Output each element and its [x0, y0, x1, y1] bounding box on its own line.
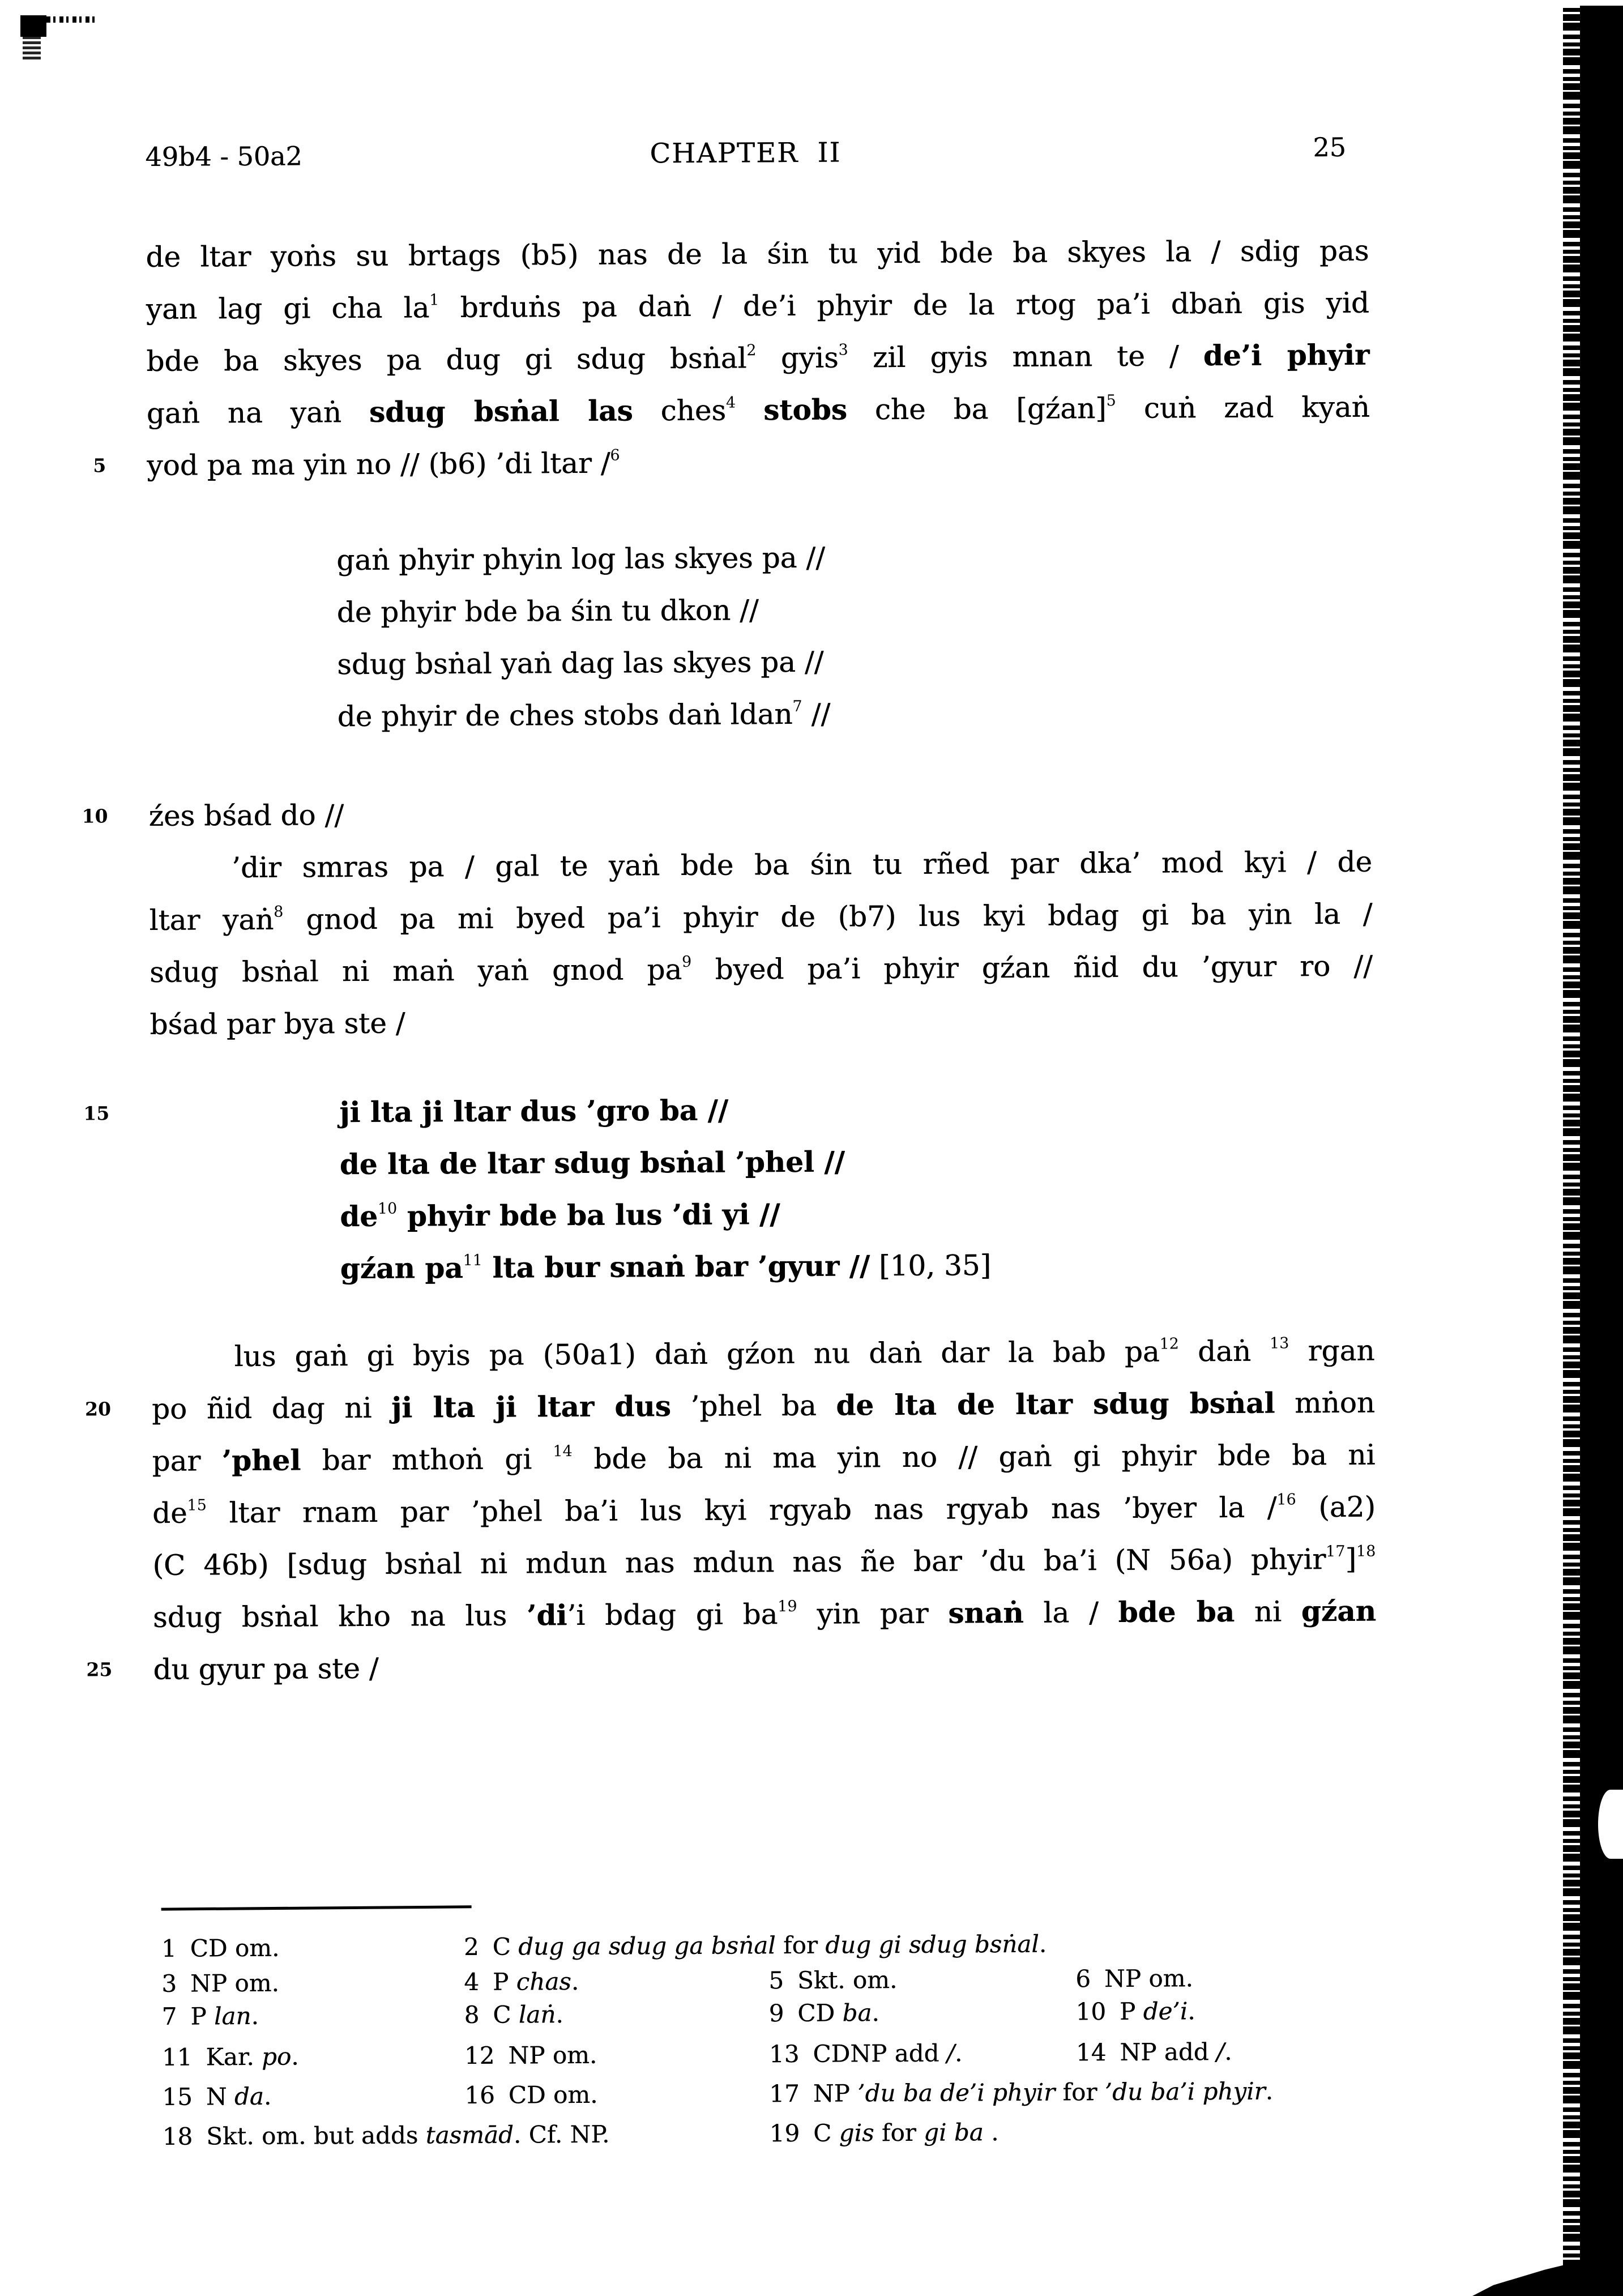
footnote-number: 4	[464, 1968, 480, 1996]
margin-line-number-25: 25	[86, 1658, 113, 1681]
text-segment: CD om.	[508, 2080, 598, 2109]
text-segment: bde ba skyes pa dug gi sdug bsṅal	[146, 342, 747, 378]
text-segment: C	[813, 2119, 839, 2147]
text-line	[336, 581, 1356, 638]
text-line	[146, 225, 1369, 283]
footnote-number: 17	[769, 2079, 800, 2108]
text-segment: sdug bsṅal ni maṅ yaṅ gnod pa	[149, 953, 682, 989]
text-segment: (a2)	[1296, 1490, 1376, 1524]
text-segment: yin par	[797, 1597, 949, 1631]
text-segment: źes bśad do //	[148, 799, 344, 833]
text-segment: du gyur pa ste /	[153, 1651, 379, 1686]
footnote-number: 6	[1075, 1965, 1091, 1993]
text-segment: lta bur snaṅ bar ’gyur //	[482, 1249, 870, 1284]
text-segment: de phyir de ches stobs daṅ ldan	[337, 697, 793, 733]
scan-corner-mark-drip	[23, 36, 41, 60]
text-segment: mṅon	[1275, 1386, 1376, 1420]
text-segment: de’i phyir	[1203, 338, 1370, 373]
footnote	[163, 2119, 610, 2152]
margin-line-number-10: 10	[82, 805, 108, 827]
footnote	[769, 2038, 963, 2069]
text-segment: dug gi sdug bsṅal	[825, 1930, 1039, 1959]
text-line	[153, 1585, 1376, 1644]
text-segment: yod pa ma yin no // (b6) ’di ltar /	[147, 446, 610, 482]
text-line	[151, 1325, 1374, 1383]
text-segment: che ba [gźan]	[847, 392, 1107, 426]
scan-gutter-bar	[1580, 6, 1623, 2296]
footnote	[769, 2076, 1273, 2110]
page-number: 25	[1313, 131, 1347, 163]
text-segment: cuṅ zad kyaṅ	[1116, 390, 1370, 425]
text-segment: .	[291, 2042, 299, 2071]
footnote-number: 12	[464, 2041, 495, 2070]
text-line	[149, 888, 1372, 946]
text-segment: CDNP add	[813, 2039, 947, 2068]
text-segment: NP om.	[190, 1969, 280, 1998]
text-segment: for	[775, 1931, 826, 1960]
text-segment: /	[1216, 2038, 1225, 2066]
footnote-marker: 19	[778, 1598, 797, 1616]
text-segment: ba	[842, 1999, 872, 2027]
text-segment: N	[206, 2082, 235, 2111]
text-line	[337, 685, 1356, 742]
text-segment: ltar yaṅ	[149, 903, 274, 937]
text-segment: //	[802, 697, 831, 731]
text-line	[340, 1185, 1416, 1243]
text-segment: tasmād	[425, 2120, 514, 2149]
text-segment: lan	[213, 2002, 251, 2030]
footnote	[464, 2080, 597, 2111]
text-segment: CD om.	[190, 1934, 280, 1962]
footnote	[768, 1965, 897, 1996]
footnote-marker: 3	[838, 341, 848, 359]
text-segment: bde ba	[1118, 1594, 1235, 1629]
text-segment: .	[983, 2118, 999, 2146]
text-segment: /	[946, 2039, 955, 2067]
text-segment: NP om.	[1104, 1964, 1193, 1993]
text-segment: Skt. om. but adds	[206, 2121, 426, 2150]
text-segment: Skt. om.	[797, 1966, 898, 1994]
text-segment: po	[261, 2042, 292, 2071]
text-segment: ji lta ji ltar dus	[391, 1389, 671, 1424]
text-segment: de lta de ltar sdug bsṅal ’phel //	[339, 1145, 845, 1181]
text-segment: .	[571, 1967, 579, 1996]
footnote	[161, 2001, 259, 2032]
footnote-number: 15	[162, 2082, 193, 2111]
text-line	[147, 433, 1370, 492]
text-segment: .	[1039, 1930, 1047, 1958]
footnote-number: 3	[161, 1969, 177, 1998]
text-segment: zil gyis mnan te /	[848, 339, 1203, 374]
footnote-number: 16	[464, 2081, 495, 2110]
paragraph	[151, 1325, 1376, 1696]
text-segment: ni	[1234, 1595, 1301, 1628]
header-folio-range: 49b4 - 50a2	[145, 140, 302, 172]
text-line	[340, 1237, 1416, 1295]
text-segment: gźan	[1301, 1594, 1377, 1628]
footnote-marker: 17	[1326, 1543, 1346, 1561]
text-segment: gnod pa mi byed pa’i phyir de (b7) lus kyi bdag gi ba yin la /	[283, 897, 1373, 936]
footnote	[1076, 2037, 1232, 2068]
text-line	[152, 1377, 1375, 1435]
footnote-marker: 10	[377, 1200, 398, 1218]
text-line	[152, 1429, 1375, 1487]
text-segment: laṅ	[518, 2000, 556, 2029]
text-line	[153, 1637, 1376, 1696]
footnote-number: 10	[1075, 1998, 1107, 2026]
text-line	[149, 836, 1372, 894]
text-segment: da	[234, 2082, 264, 2111]
text-segment: ]	[1345, 1542, 1357, 1576]
text-segment: .	[1188, 1997, 1195, 2025]
text-segment: Kar.	[206, 2042, 262, 2071]
text-segment: ’dir smras pa / gal te yaṅ bde ba śin tu rñed par dka’ mod kyi / de	[231, 845, 1373, 885]
text-segment: ’du ba de’i phyir	[857, 2078, 1056, 2107]
footnote	[1075, 1996, 1195, 2027]
margin-line-number-20: 20	[84, 1398, 112, 1420]
footnote-number: 14	[1075, 2038, 1107, 2067]
text-segment: de lta de ltar sdug bsṅal	[836, 1386, 1275, 1422]
text-segment: ’i bdag gi ba	[567, 1598, 778, 1632]
text-line	[340, 1133, 1416, 1190]
footnote-marker: 6	[610, 446, 620, 465]
footnote-number: 5	[768, 1966, 784, 1995]
footnote	[768, 1998, 879, 2029]
footnote	[770, 2117, 999, 2149]
scan-corner-mark	[20, 15, 46, 37]
text-segment: C	[492, 1932, 519, 1961]
text-line	[147, 381, 1370, 439]
footnote	[161, 1968, 279, 1999]
paragraph	[146, 225, 1370, 492]
text-segment: gis	[839, 2119, 874, 2147]
text-segment: .	[1224, 2037, 1232, 2066]
text-segment: gaṅ na yaṅ	[146, 395, 370, 430]
text-segment: chas	[516, 1968, 571, 1996]
text-segment: dug ga sdug ga bsṅal	[518, 1931, 776, 1961]
margin-line-number-15: 15	[83, 1102, 110, 1125]
footnote-marker: 16	[1276, 1491, 1296, 1509]
margin-line-number-5: 5	[93, 454, 106, 477]
footnote-marker: 13	[1269, 1334, 1289, 1352]
text-segment: ’phel	[221, 1443, 301, 1478]
text-segment: sdug bsṅal yaṅ dag las skyes pa //	[336, 645, 824, 681]
text-line	[146, 277, 1369, 335]
footnote-number: 7	[161, 2002, 177, 2030]
text-line	[152, 1533, 1376, 1591]
footnote-marker: 12	[1159, 1335, 1179, 1353]
text-segment: .	[954, 2039, 963, 2067]
text-segment: .	[872, 1999, 879, 2027]
text-segment: C	[493, 2000, 519, 2029]
text-segment: .	[263, 2082, 272, 2110]
footnote-number: 9	[768, 1999, 784, 2028]
footnote-number: 11	[161, 2043, 193, 2071]
text-segment: [10, 35]	[869, 1249, 992, 1283]
footnote-separator-rule	[161, 1905, 472, 1910]
text-line	[150, 992, 1373, 1051]
verse-block	[339, 1081, 1416, 1295]
footnote	[1075, 1963, 1193, 1994]
text-segment: de phyir bde ba śin tu dkon //	[336, 594, 759, 629]
text-segment: .	[556, 2000, 563, 2029]
text-segment: (C 46b) [sdug bsṅal ni mdun nas mdun nas ñe bar ’du ba’i (N 56a) phyir	[152, 1543, 1326, 1582]
text-segment: lus gaṅ gi byis pa (50a1) daṅ gźon nu daṅ dar la bab pa	[234, 1335, 1160, 1373]
text-segment: .	[1265, 2077, 1274, 2105]
text-segment: sdug bsṅal las	[369, 394, 633, 429]
text-segment: sdug bsṅal kho na lus	[152, 1599, 527, 1634]
footnote-marker: 15	[187, 1496, 207, 1514]
footnote-marker: 11	[463, 1252, 482, 1270]
text-line	[336, 529, 1356, 586]
text-segment: la /	[1023, 1596, 1118, 1629]
text-segment: par	[152, 1444, 222, 1478]
text-segment: bar mthoṅ gi	[301, 1443, 553, 1477]
text-segment: . Cf. NP.	[513, 2120, 610, 2149]
text-segment: gźan pa	[340, 1251, 463, 1286]
text-line	[152, 1481, 1376, 1539]
text-line	[148, 784, 1372, 842]
text-segment: gi ba	[924, 2118, 984, 2146]
footnote-number: 13	[768, 2039, 800, 2068]
footnote-marker: 8	[274, 903, 284, 921]
text-segment: po ñid dag ni	[151, 1391, 392, 1426]
footnote	[464, 1929, 1047, 1962]
text-segment: P	[492, 1968, 516, 1996]
text-line	[337, 633, 1356, 690]
footnote-marker: 14	[553, 1443, 573, 1461]
text-segment: .	[251, 2001, 259, 2030]
text-segment: stobs	[763, 392, 847, 427]
text-segment: ’phel ba	[670, 1389, 836, 1423]
text-segment: ches	[633, 394, 727, 428]
footnote	[464, 1966, 579, 1998]
footnote-number: 2	[463, 1932, 479, 1961]
scan-corner-mark-tail	[46, 16, 99, 23]
text-segment: de ltar yoṅs su brtags (b5) nas de la śin tu yid bde ba skyes la / sdig pas	[146, 234, 1369, 274]
footnote-number: 18	[162, 2122, 193, 2150]
scan-gutter-notch	[1598, 1790, 1623, 1859]
text-segment: de	[340, 1199, 378, 1234]
text-segment: CD	[797, 1999, 843, 2027]
text-segment	[736, 394, 763, 426]
text-segment: rgan	[1289, 1334, 1375, 1368]
footnote-number: 19	[769, 2119, 800, 2148]
footnote-number: 8	[464, 2000, 480, 2029]
footnote	[162, 2081, 271, 2113]
footnote	[161, 1933, 280, 1964]
text-line	[150, 940, 1373, 998]
text-line	[339, 1081, 1415, 1138]
text-segment: de	[152, 1496, 187, 1530]
footnote-marker: 1	[429, 291, 439, 309]
footnote-marker: 18	[1356, 1542, 1376, 1561]
text-segment: NP add	[1120, 2038, 1217, 2066]
text-segment: bde ba ni ma yin no // gaṅ gi phyir bde ba ni	[572, 1438, 1376, 1476]
paragraph	[148, 784, 1373, 1051]
text-segment: ’di	[526, 1598, 567, 1632]
text-segment: byed pa’i phyir gźan ñid du ’gyur ro //	[691, 949, 1373, 986]
text-segment: phyir bde ba lus ’di yi //	[397, 1197, 780, 1233]
text-segment: brduṅs pa daṅ / de’i phyir de la rtog pa’i dbaṅ gis yid	[439, 286, 1369, 325]
text-segment: de’i	[1143, 1997, 1188, 2025]
chapter-title: CHAPTER II	[650, 136, 842, 170]
text-segment: snaṅ	[948, 1595, 1024, 1630]
footnote	[162, 2042, 299, 2073]
text-segment: gaṅ phyir phyin log las skyes pa //	[336, 541, 826, 577]
text-line	[146, 329, 1369, 387]
footnote-marker: 4	[725, 394, 736, 412]
footnote-marker: 7	[792, 698, 802, 716]
footnote-number: 1	[161, 1934, 177, 1962]
text-segment: P	[1119, 1997, 1143, 2025]
text-segment: P	[190, 2002, 215, 2030]
text-segment: for	[874, 2118, 924, 2147]
footnote-marker: 5	[1106, 392, 1116, 410]
footnote	[464, 2040, 597, 2071]
text-segment: NP	[813, 2079, 858, 2107]
footnote-marker: 2	[746, 342, 757, 360]
verse-block	[336, 529, 1357, 742]
text-segment: NP om.	[508, 2041, 597, 2069]
text-segment: daṅ	[1178, 1334, 1270, 1368]
text-segment: ’du ba’i phyir	[1104, 2077, 1266, 2106]
footnote-marker: 9	[682, 953, 692, 971]
footnote	[464, 1999, 563, 2030]
text-segment: bśad par bya ste /	[150, 1006, 405, 1041]
text-segment: for	[1055, 2078, 1105, 2106]
text-segment: yan lag gi cha la	[146, 291, 430, 326]
text-segment: gyis	[756, 341, 839, 375]
text-segment: ji lta ji ltar dus ’gro ba //	[339, 1093, 729, 1129]
text-segment: ltar rnam par ’phel ba’i lus kyi rgyab nas rgyab nas ’byer la /	[206, 1491, 1277, 1530]
